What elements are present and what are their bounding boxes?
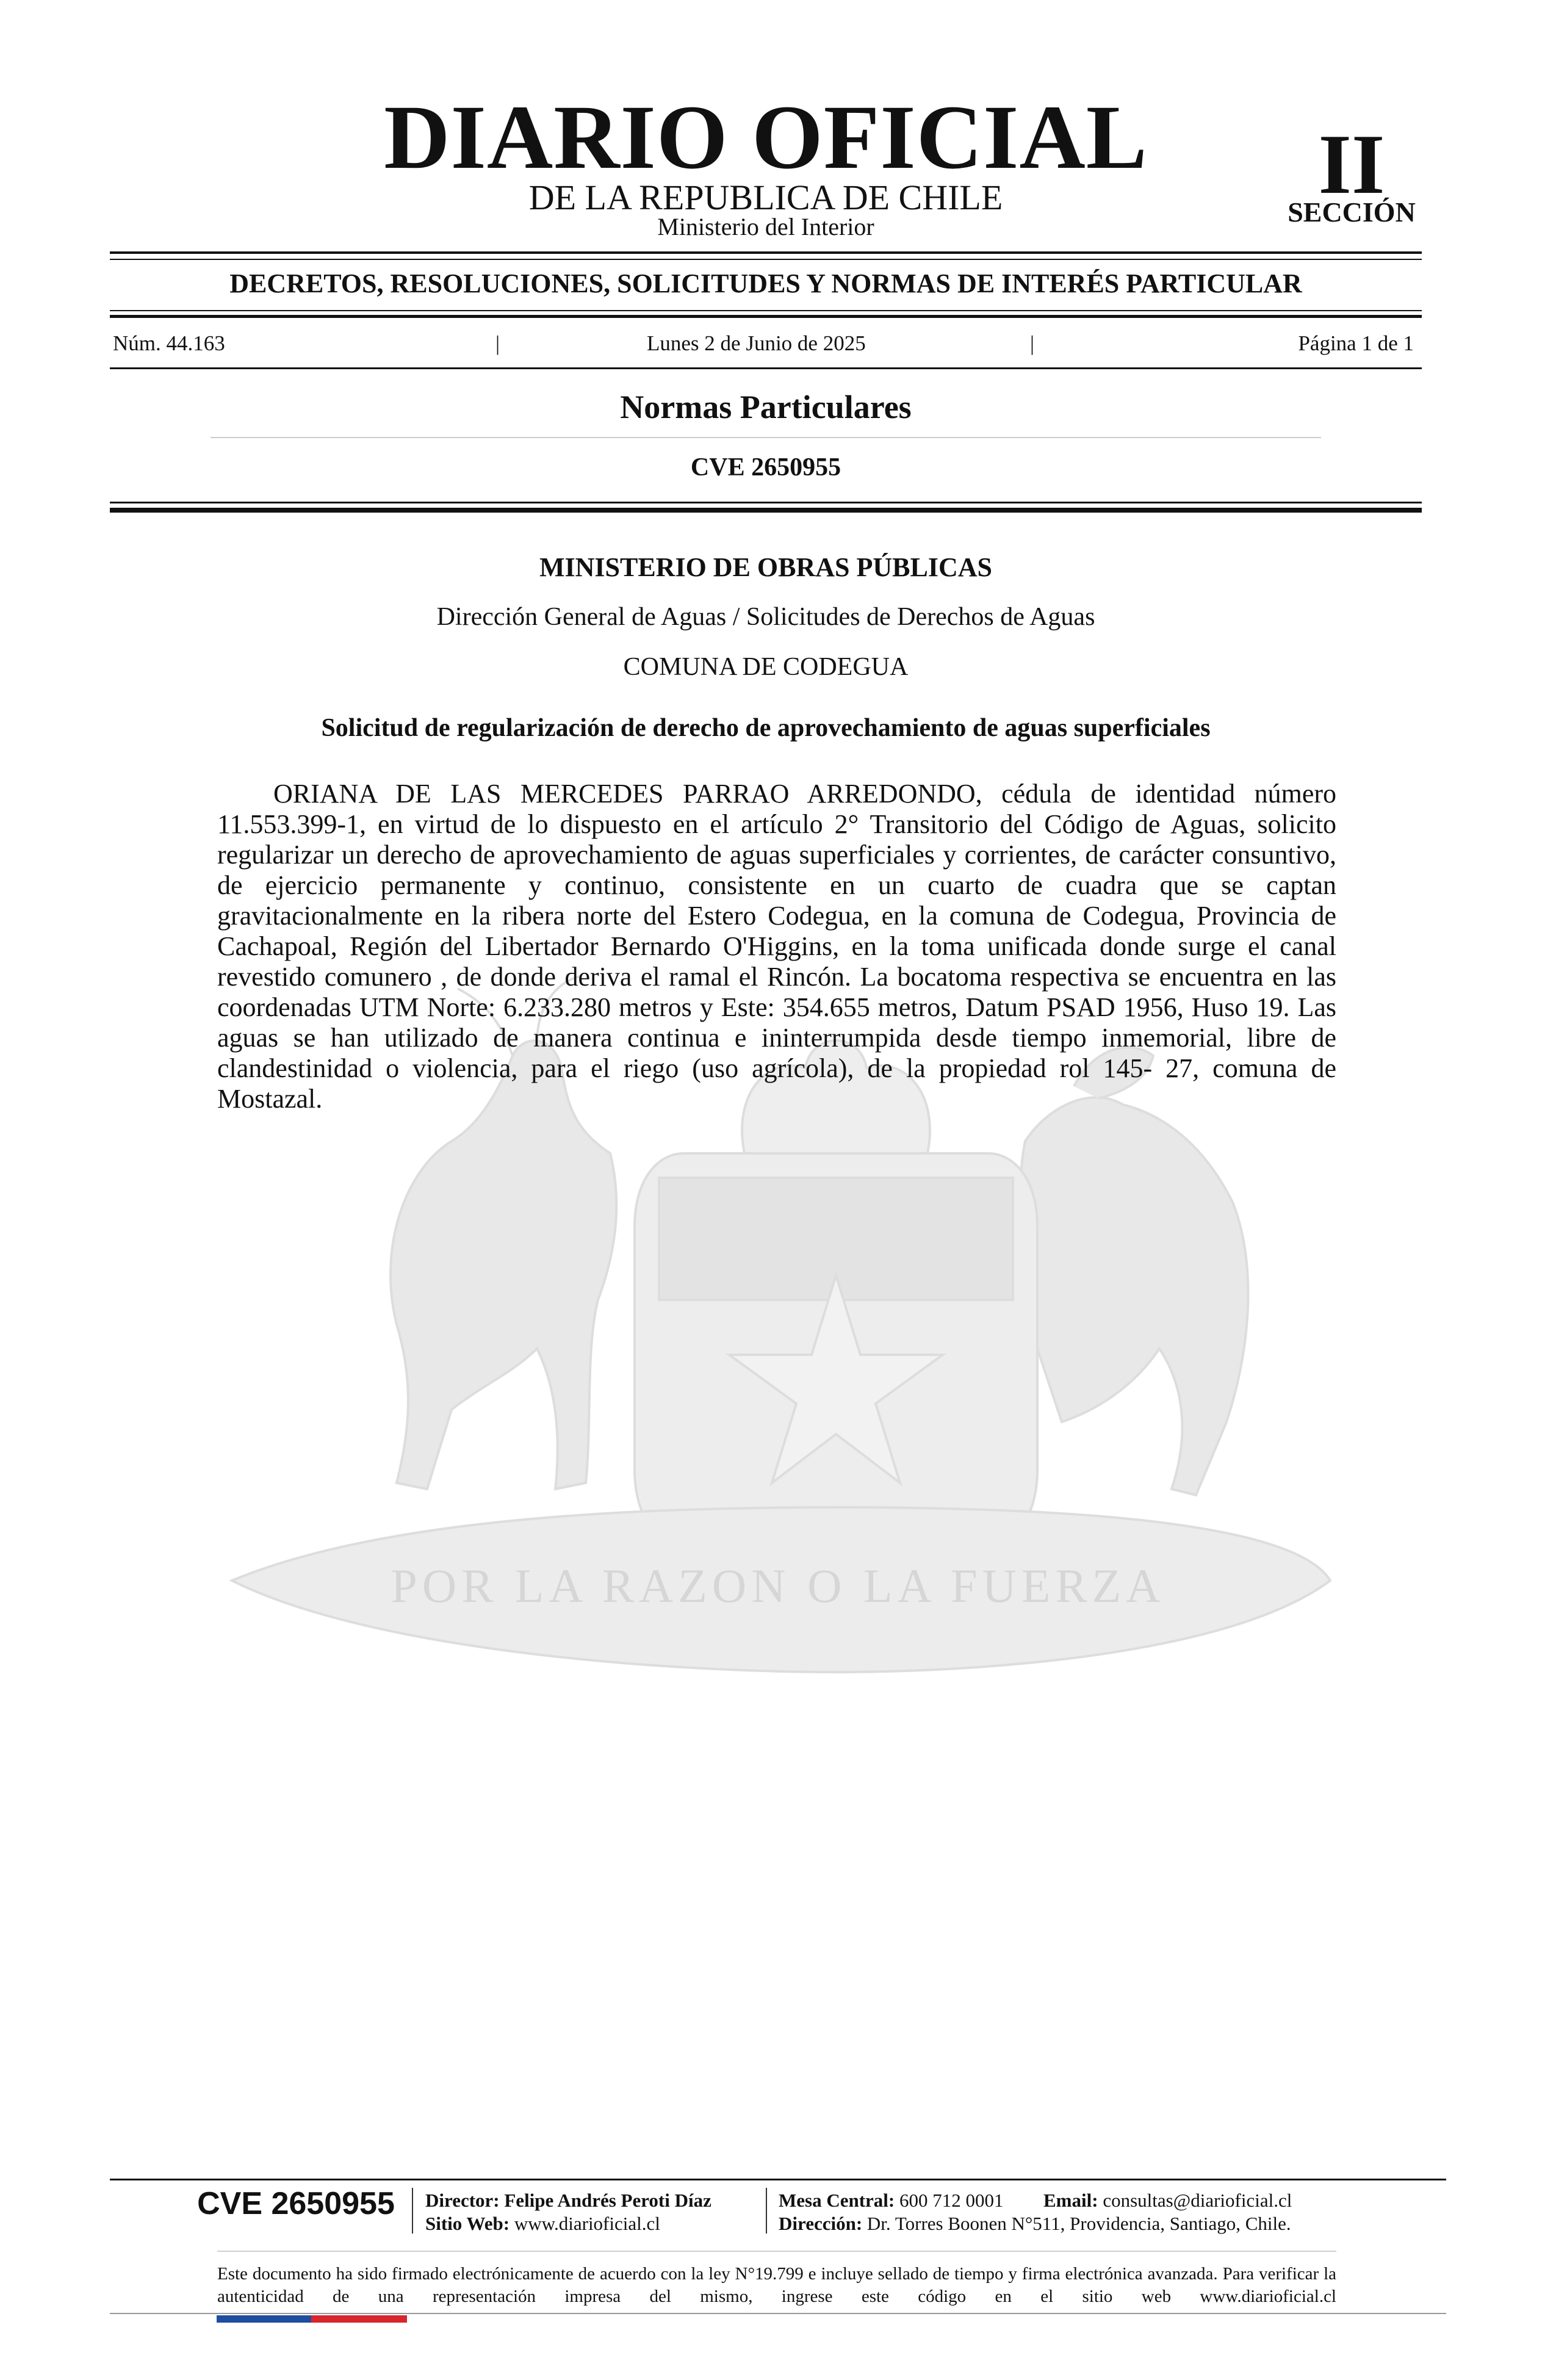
section-number: II — [1318, 117, 1385, 212]
header-rule — [110, 251, 1422, 254]
issue-separator: | — [495, 331, 500, 355]
cve-code: CVE 2650955 — [690, 453, 841, 481]
issue-number: Núm. 44.163 — [113, 331, 225, 355]
section-label: SECCIÓN — [1288, 197, 1416, 228]
footer-disclaimer: Este documento ha sido firmado electrónicamente de acuerdo con la ley N°19.799 e incluye sellado de tiempo y firma electrónica avanzada. Para verificar la autenticidad de una representación impresa del mismo, ingrese este código en el sitio web www.diarioficial.cl — [217, 2264, 1336, 2306]
email-link[interactable]: consultas@diarioficial.cl — [1103, 2190, 1292, 2211]
issue-date: Lunes 2 de Junio de 2025 — [647, 331, 866, 355]
category-rule — [110, 310, 1422, 311]
address-label: Dirección: — [779, 2213, 863, 2234]
footer-rule — [110, 2313, 1446, 2314]
category-rule — [110, 315, 1422, 318]
footer-phone — [779, 2191, 1004, 2210]
cve-rule — [110, 508, 1422, 513]
notice-title: Solicitud de regularización de derecho de aprovechamiento de aguas superficiales — [321, 714, 1211, 742]
email-label: Email: — [1043, 2190, 1098, 2211]
mesa-label: Mesa Central: — [779, 2190, 895, 2211]
flag-stripe-red — [311, 2315, 407, 2323]
footer-site — [425, 2214, 660, 2233]
masthead-subtitle: DE LA REPUBLICA DE CHILE — [528, 178, 1003, 217]
flag-stripe-blue — [217, 2315, 311, 2323]
footer-divider — [412, 2188, 413, 2234]
notice-body: ORIANA DE LAS MERCEDES PARRAO ARREDONDO, cédula de identidad número 11.553.399-1, en virtud de lo dispuesto en el artículo 2° Transitorio del Código de Aguas, solicito regularizar un derecho de aprovechamiento de aguas superficiales y corrientes, de carácter consuntivo, de ejercicio permanente y continuo, consistente en un cuarto de cuadra que se captan gravitacionalmente en la ribera norte del Estero Codegua, en la comuna de Codegua, Provincia de Cachapoal, Región del Libertador Bernardo O'Higgins, en la toma unificada donde surge el canal revestido comunero , de donde deriva el ramal el Rincón. La bocatoma respectiva se encuentra en las coordenadas UTM Norte: 6.233.280 metros y Este: 354.655 metros, Datum PSAD 1956, Huso 19. Las aguas se han utilizado de manera continua e ininterrumpida desde tiempo inmemorial, libre de clandestinidad o violencia, para el riego (uso agrícola), de la propiedad rol 145- 27, comuna de Mostazal. — [217, 779, 1336, 1114]
footer-rule — [110, 2179, 1446, 2180]
motto-text: POR LA RAZON O LA FUERZA — [391, 1559, 1165, 1612]
section-title: Normas Particulares — [620, 389, 912, 425]
site-label: Sitio Web: — [425, 2213, 510, 2234]
section-title-rule — [211, 437, 1321, 438]
footer-email — [1043, 2191, 1292, 2210]
meta-rule — [110, 367, 1422, 369]
cve-rule — [110, 502, 1422, 503]
footer-cve-code: CVE 2650955 — [197, 2186, 395, 2221]
notice-ministry: MINISTERIO DE OBRAS PÚBLICAS — [539, 552, 993, 582]
page-indicator: Página 1 de 1 — [1298, 331, 1414, 355]
director-name: Felipe Andrés Peroti Díaz — [504, 2190, 711, 2211]
mesa-value: 600 712 0001 — [899, 2190, 1004, 2211]
notice-direction: Dirección General de Aguas / Solicitudes de Derechos de Aguas — [436, 603, 1095, 631]
footer-address — [779, 2214, 1291, 2233]
footer-director — [425, 2191, 711, 2210]
director-label: Director: — [425, 2190, 500, 2211]
site-link[interactable]: www.diarioficial.cl — [514, 2213, 660, 2234]
masthead-title: DIARIO OFICIAL — [384, 87, 1148, 188]
address-value: Dr. Torres Boonen N°511, Providencia, Santiago, Chile. — [866, 2213, 1291, 2234]
footer-divider — [766, 2188, 767, 2234]
footer-rule — [217, 2251, 1336, 2252]
header-rule — [110, 259, 1422, 260]
notice-commune: COMUNA DE CODEGUA — [623, 653, 909, 681]
issue-separator: | — [1030, 331, 1035, 355]
category-heading: DECRETOS, RESOLUCIONES, SOLICITUDES Y NORMAS DE INTERÉS PARTICULAR — [229, 269, 1302, 298]
masthead-ministry: Ministerio del Interior — [657, 213, 874, 240]
